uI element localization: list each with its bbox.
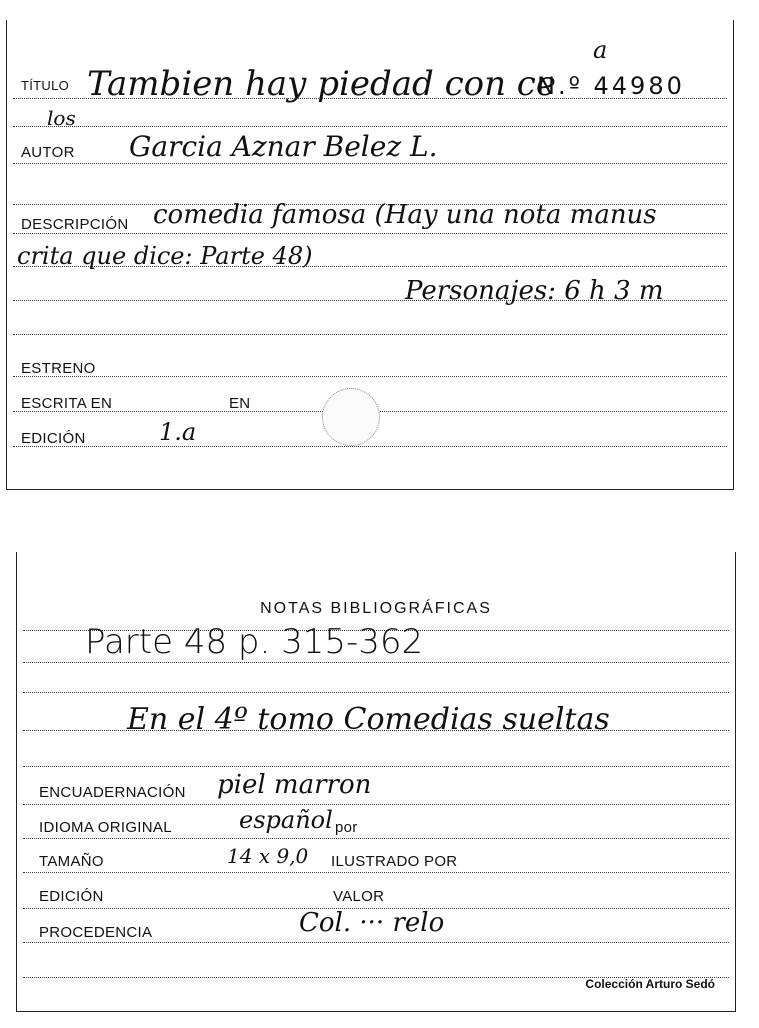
note-line-2: En el 4º tomo Comedias sueltas [127, 702, 610, 737]
titulo-value: Tambien hay piedad con ce [87, 64, 556, 104]
encuadernacion-label: ENCUADERNACIÓN [39, 784, 186, 801]
ruled-line [23, 838, 729, 839]
ruled-line [13, 446, 727, 447]
ruled-line [23, 804, 729, 805]
autor-value: Garcia Aznar Belez L. [129, 130, 438, 163]
ruled-line [23, 662, 729, 663]
titulo-number: N.º 44980 [537, 72, 685, 100]
ruled-line [23, 766, 729, 767]
encuadernacion-value: piel marron [217, 770, 372, 800]
procedencia-value: Col. ··· relo [299, 908, 445, 938]
en-label: EN [229, 395, 251, 412]
edicion-label: EDICIÓN [21, 430, 86, 447]
tamano-value: 14 x 9,0 [227, 844, 309, 868]
descripcion-label: DESCRIPCIÓN [21, 216, 129, 233]
ruled-line [13, 376, 727, 377]
edicion-label: EDICIÓN [39, 888, 104, 905]
idioma-label: IDIOMA ORIGINAL [39, 819, 172, 836]
por-label: por [335, 819, 358, 836]
titulo-label: TÍTULO [21, 78, 70, 93]
descripcion-value: comedia famosa (Hay una nota manus [153, 200, 657, 230]
escrita-en-label: ESCRITA EN [21, 395, 113, 412]
ruled-line [13, 126, 727, 127]
collection-footer: Colección Arturo Sedó [585, 977, 715, 991]
valor-label: VALOR [333, 888, 385, 905]
personajes-note: Personajes: 6 h 3 m [405, 276, 664, 306]
ruled-line [13, 233, 727, 234]
ruled-line [13, 334, 727, 335]
titulo-continuation: los [47, 106, 76, 130]
titulo-superscript: a [593, 36, 608, 64]
ruled-line [23, 692, 729, 693]
autor-label: AUTOR [21, 144, 75, 161]
descripcion-continuation: crita que dice: Parte 48) [17, 242, 313, 270]
ruled-line [23, 942, 729, 943]
punch-hole-mark [322, 388, 380, 446]
estreno-label: ESTRENO [21, 360, 96, 377]
ruled-line [13, 163, 727, 164]
edicion-value: 1.a [159, 418, 197, 446]
ilustrado-label: ILUSTRADO POR [331, 853, 458, 870]
tamano-label: TAMAÑO [39, 853, 104, 870]
procedencia-label: PROCEDENCIA [39, 924, 153, 941]
ruled-line [23, 872, 729, 873]
catalog-card-bottom [16, 552, 736, 1012]
idioma-value: español [239, 806, 333, 834]
notas-heading: NOTAS BIBLIOGRÁFICAS [260, 600, 492, 617]
note-line-1: Parte 48 p. 315-362 [85, 622, 424, 662]
